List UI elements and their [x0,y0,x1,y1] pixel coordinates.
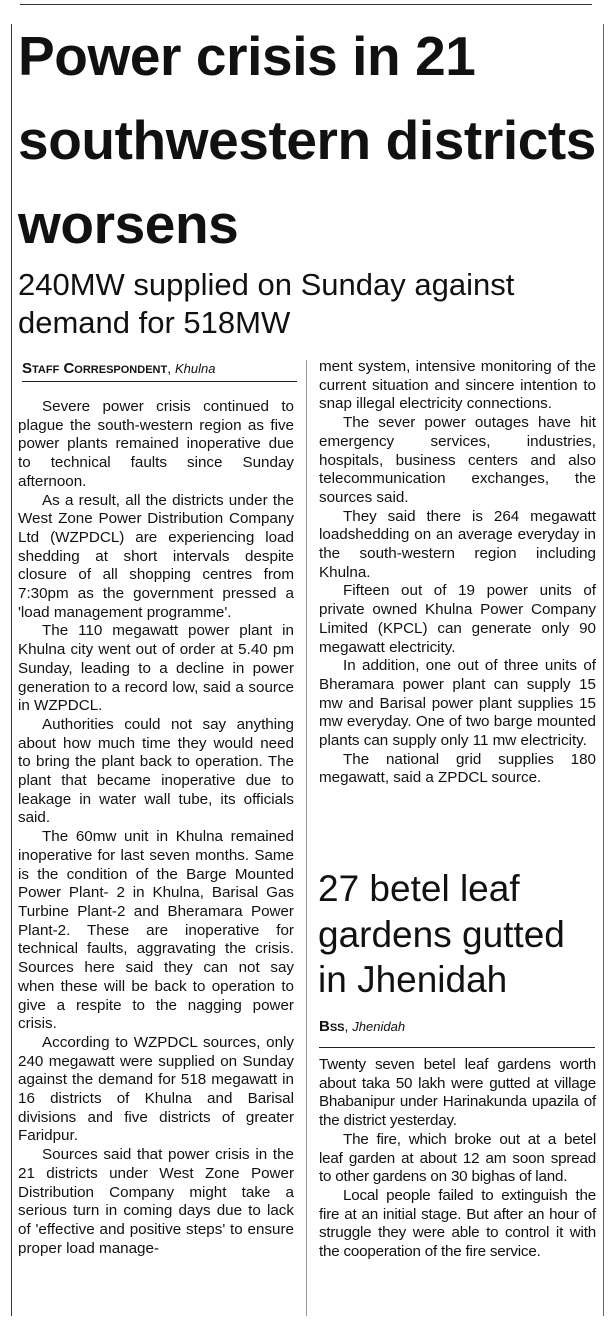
second-byline [319,1018,595,1048]
right-rule [603,24,604,1316]
paragraph: Local people failed to extinguish the fire at an initial stage. But after an hour of struggle they were able to control it with the cooperation of the fire service. [319,1186,596,1261]
paragraph: As a result, all the districts under the West Zone Power Distribution Company Ltd (WZPDCL) are experiencing load shedding at short intervals despite closure of all shopping centres from 7:30pm as the government pressed a 'load management programme'. [18,491,294,621]
paragraph: Severe power crisis continued to plague the south-western region as five power plants remained inoperative due to technical faults since Sunday afternoon. [18,398,294,490]
main-byline [22,360,297,382]
main-story-column-2 [319,358,596,788]
byline-org: Bss [319,1018,345,1035]
paragraph-continuation: ment system, intensive monitoring of the current situation and sincere intention to snap illegal electricity connections. [319,358,596,413]
paragraph: They said there is 264 megawatt loadshedding on an average everyday in the south-western region including Khulna. [319,507,596,581]
paragraph: The 110 megawatt power plant in Khulna city went out of order at 5.40 pm Sunday, leading to a decline in power generation to a record low, said a source in WZPDCL. [18,622,294,715]
column-divider [306,360,307,1316]
byline-place: Jhenidah [352,1019,406,1034]
byline-place: Khulna [174,361,216,376]
main-headline: Power crisis in 21 southwestern districts worsens [18,25,596,255]
byline-org: Staff Correspondent [22,360,168,377]
second-headline: 27 betel leaf gardens gutted in Jhenidah [318,868,565,1000]
paragraph: The national grid supplies 180 megawatt, said a ZPDCL source. [319,750,596,787]
byline-separator: , [167,360,172,376]
second-story-body [319,1056,596,1262]
left-rule [11,24,12,1316]
paragraph: Fifteen out of 19 power units of private owned Khulna Power Company Limited (KPCL) can generate only 90 megawatt electricity. [319,582,596,656]
paragraph: Sources said that power crisis in the 21 districts under West Zone Power Distribution Company might take a serious turn in coming days due to lack of 'effective and positive steps' to ensure proper load manage- [18,1146,294,1257]
paragraph: The fire, which broke out at a betel leaf garden at about 12 am soon spread to other gardens on 30 bighas of land. [319,1130,596,1186]
main-story-column-1 [18,398,294,1258]
paragraph: The 60mw unit in Khulna remained inoperative for last seven months. Same is the condition of the Barge Mounted Power Plant- 2 in Khulna, Barisal Gas Turbine Plant-2 and Bheramara Power Plant-2. These are inoperative for technical faults, aggravating the crisis. Sources here said they can not say when these will be back to operation to give a respite to the nagging power crisis. [18,828,294,1033]
paragraph: Authorities could not say anything about how much time they would need to bring the plant back to operation. The plant that became inoperative due to leakage in water wall tube, its officials said. [18,715,294,827]
paragraph: The sever power outages have hit emergency services, industries, hospitals, business centers and also telecommunication exchanges, the sources said. [319,414,596,506]
paragraph: Twenty seven betel leaf gardens worth about taka 50 lakh were gutted at village Bhabanipur under Harinakunda upazila of the district yesterday. [319,1056,596,1130]
byline-separator: , [344,1018,349,1034]
main-deck: 240MW supplied on Sunday against demand for 518MW [18,267,515,340]
top-rule [20,4,592,5]
paragraph: In addition, one out of three units of Bheramara power plant can supply 15 mw and Barisal power plant supplies 15 mw everyday. One of two barge mounted plants can supply only 11 mw electricity. [319,657,596,750]
paragraph: According to WZPDCL sources, only 240 megawatt were supplied on Sunday against the demand for 518 megawatt in 16 districts of Khulna and Barisal divisions and five districts of greater Faridpur. [18,1033,294,1145]
